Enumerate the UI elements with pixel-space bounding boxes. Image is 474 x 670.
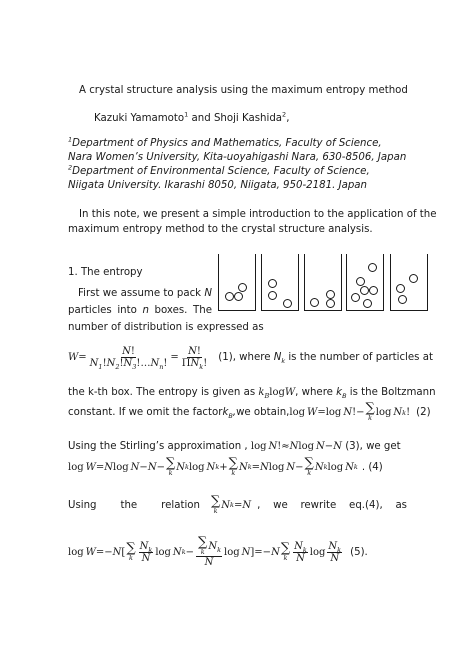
particle (363, 299, 372, 308)
particle (360, 286, 369, 295)
omit-line: constant. If we omit the factor $k_B$, we obtain, log W = log N !− ∑ k log N k ! (2) (68, 401, 431, 422)
word: into (117, 305, 137, 316)
box-3 (304, 254, 342, 311)
word: eq.(4), (349, 499, 383, 511)
particle (409, 274, 418, 283)
particle (398, 295, 407, 304)
kth-text-c: is the Boltzmann (346, 387, 436, 398)
particle (396, 284, 405, 293)
affiliation-3-sup: 2 (68, 163, 73, 172)
particle (268, 279, 277, 288)
author-2: Shoji Kashida (213, 113, 283, 124)
word: pack (176, 288, 202, 299)
affiliation-4-text: Niigata University. Ikarashi 8050, Niigata, 950-2181. Japan (68, 180, 367, 191)
author-joiner: and (188, 113, 214, 124)
affiliation-2-text: Nara Women’s University, Kita-uoyahigashi Nara, 630-8506, Japan (68, 152, 407, 163)
particle (369, 286, 378, 295)
equation-4-number: . (4) (361, 461, 383, 473)
author-trail: , (286, 113, 290, 124)
word: n (142, 305, 149, 316)
affiliation-2 (68, 151, 406, 164)
stirling-text-a: Using the Stirling’s approximation , (68, 441, 248, 452)
equation-1-number: (1) (218, 351, 233, 363)
intro-line-2: maximum entropy method to the crystal structure analysis. (68, 224, 373, 235)
particle (356, 277, 365, 286)
equation-1-row: W = $\frac{N!}{N_1!N_2!N_3!\dots N_n!}$ = $\frac{N!}{\Pi N_k!}$ (1), where $N_k$ is the number of particles at (68, 345, 433, 371)
word: relation (161, 499, 200, 511)
particle (326, 290, 335, 299)
affiliation-1-text: Department of Physics and Mathematics, Faculty of Science, (72, 138, 382, 149)
author-2-sup: 2 (282, 110, 287, 119)
box-1 (218, 254, 256, 311)
affiliation-3-text: Department of Environmental Science, Faculty of Science, (72, 166, 370, 177)
affiliation-1-sup: 1 (68, 135, 73, 144)
affiliation-3 (68, 165, 370, 178)
word: N (204, 288, 212, 299)
word: First (78, 288, 100, 299)
affiliation-4 (68, 179, 367, 192)
author-1-sup: 1 (184, 110, 189, 119)
equation-2: log W = log N !− ∑ k log N k ! (289, 401, 411, 422)
eq1-text-a: , where (232, 351, 274, 363)
word: as (395, 499, 407, 511)
author-line (94, 112, 289, 125)
relation-equation: ∑ k N k = N (211, 493, 252, 515)
equation-3: log N!≈Nlog N−N (250, 441, 342, 452)
particle (268, 291, 277, 300)
word: to (163, 288, 174, 299)
kth-text-b: , where (295, 387, 337, 398)
relation-line (68, 493, 407, 517)
word: we (102, 288, 118, 299)
omit-text-b: we obtain, (236, 407, 290, 418)
box-4 (346, 254, 384, 311)
omit-text-a: constant. If we omit the factor (68, 407, 223, 418)
word: the (120, 499, 138, 511)
equation-5: log W =− N [ ∑ k $\frac{N_k}{N}$ log N k − ∑ k $N_k$ N log N ]=− N ∑ k $\frac{N_k}{N}$ log $\frac{N_k}{N}$ (68, 534, 342, 568)
equation-4: log W = N log N − N − ∑ k N k log N k + ∑ k N k = N log N − ∑ k N k log N k (68, 455, 358, 477)
p1-line-1 (78, 287, 212, 300)
equation-5-row (68, 530, 368, 574)
word: we (273, 499, 288, 511)
stirling-text-b: (3), we get (345, 441, 401, 452)
word: particles (68, 305, 112, 316)
word: The (193, 305, 212, 316)
box-2 (261, 254, 299, 311)
word: boxes. (154, 305, 188, 316)
p1-line-2 (68, 304, 212, 317)
author-1: Kazuki Yamamoto (94, 113, 185, 124)
word: assume (120, 288, 161, 299)
intro-line-1: In this note, we present a simple introduction to the application of the (79, 209, 437, 220)
section-heading: 1. The entropy (68, 267, 143, 278)
box-5 (390, 254, 428, 311)
equation-1: W = $\frac{N!}{N_1!N_2!N_3!\dots N_n!}$ = $\frac{N!}{\Pi N_k!}$ (68, 345, 208, 371)
equation-5-number: (5). (350, 546, 368, 558)
particle (225, 292, 234, 301)
paper-title: A crystal structure analysis using the maximum entropy method (79, 85, 408, 96)
equation-4-row (68, 455, 383, 479)
particle (351, 293, 360, 302)
particle (234, 292, 243, 301)
kth-text-a: the k-th box. The entropy is given as (68, 387, 259, 398)
p1-line-3: number of distribution is expressed as (68, 322, 264, 333)
particle (238, 283, 247, 292)
equation-2-number: (2) (416, 407, 431, 418)
stirling-line (68, 440, 401, 453)
particle (283, 299, 292, 308)
word: , (257, 499, 261, 511)
particle (326, 299, 335, 308)
word: Using (68, 499, 97, 511)
word: rewrite (300, 499, 337, 511)
kth-box-line: the k-th box. The entropy is given as $k_B\log W$, where $k_B$ is the Boltzmann (68, 387, 436, 401)
particle (310, 298, 319, 307)
eq1-text-b: is the number of particles at (285, 351, 433, 363)
affiliation-1 (68, 137, 382, 150)
particle (368, 263, 377, 272)
